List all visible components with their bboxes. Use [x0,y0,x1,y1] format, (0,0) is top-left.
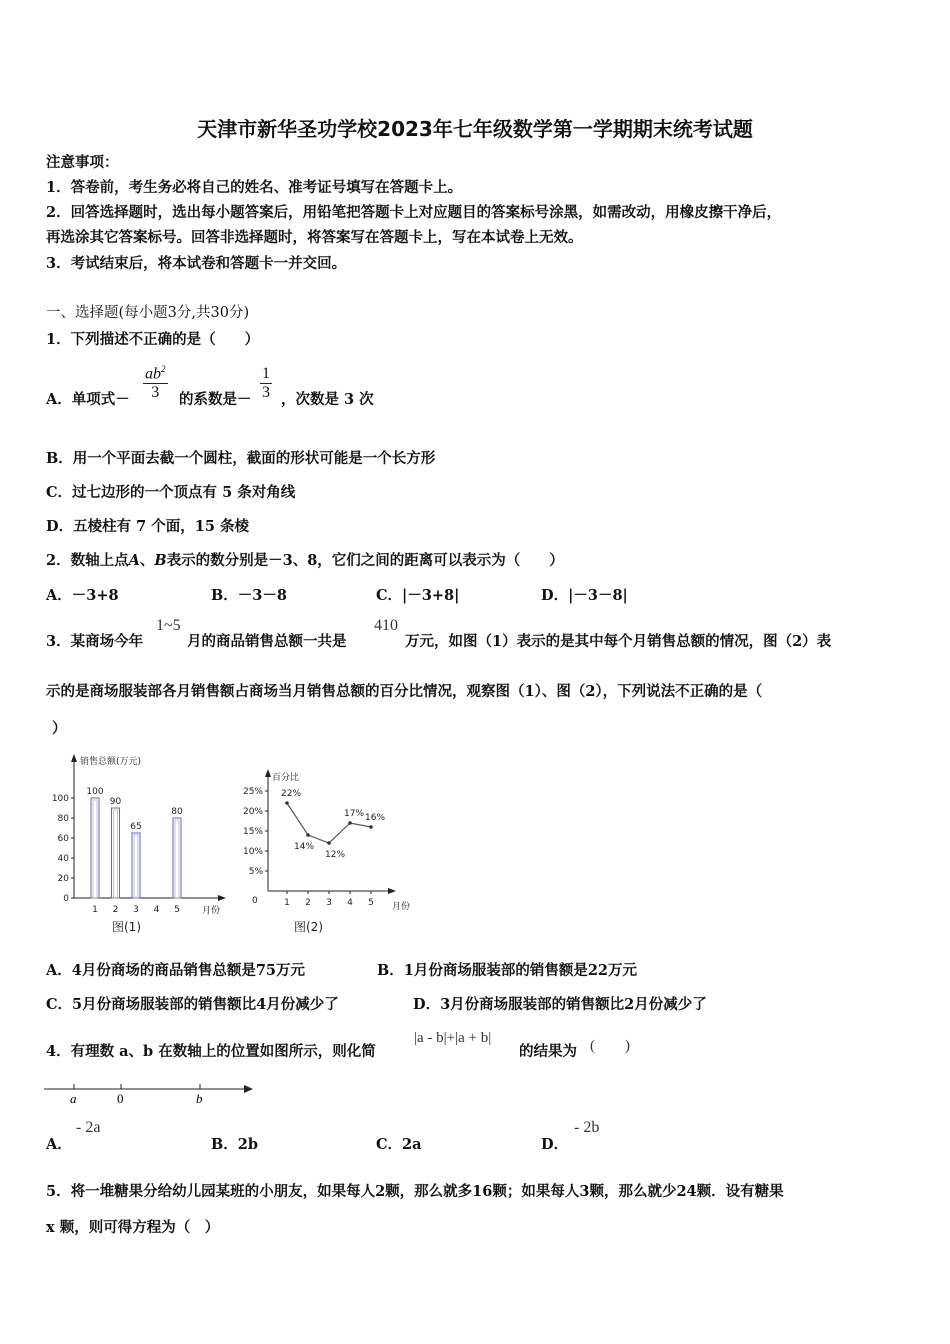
bar-chart-data-label: 100 [86,787,104,797]
q5-stem-line1: 5．将一堆糖果分给幼儿园某班的小朋友，如果每人2颗，那么就多16颗；如果每人3颗，那么就少24颗．设有糖果 [46,1183,784,1200]
q1-option-a-prefix: A．单项式－ [46,391,130,408]
number-line [44,1080,259,1106]
line-chart-point [306,833,310,837]
q2-option-c: C．|－3+8| [376,587,460,604]
line-chart [232,765,422,945]
notice-item: 3．考试结束后，将本试卷和答题卡一并交回。 [46,255,347,272]
q3-option-d: D．3月份商场服装部的销售额比2月份减少了 [413,996,707,1013]
line-chart-point [285,801,289,805]
label-zero: 0 [117,1091,124,1106]
bar-chart-data-label: 65 [130,822,142,832]
bar-chart-xlabel: 月份 [202,906,221,916]
q3-stem-part1: 3．某商场今年 [46,633,144,650]
line-chart-ytick-label: 5% [248,867,263,877]
q1-option-b: B．用一个平面去截一个圆柱，截面的形状可能是一个长方形 [46,450,436,467]
q4-option-d-label: D． [541,1136,569,1153]
line-chart-xtick-label: 4 [347,898,353,908]
line-chart-ytick-label: 25% [242,787,263,797]
q3-option-a: A．4月份商场的商品销售总额是75万元 [46,962,306,979]
q1-option-a-suffix: ，次数是 3 次 [281,391,374,408]
line-chart-xtick-label: 1 [284,898,290,908]
bar-chart-bar [91,798,99,898]
q3-stem-part2: 月的商品销售总额一共是 [187,633,347,650]
bar-chart-ytick-label: 80 [57,814,69,824]
bar-chart-ytick-label: 100 [52,794,69,804]
q4-option-a-label: A． [46,1136,72,1153]
bar-chart-ytick-label: 20 [57,874,69,884]
q2-option-a: A．－3+8 [46,587,119,604]
line-chart-data-label: 16% [365,813,386,823]
notice-heading: 注意事项： [46,154,119,171]
line-chart-point [348,821,352,825]
line-chart-xtick-label: 5 [368,898,374,908]
q4-stem: 4．有理数 a、b 在数轴上的位置如图所示，则化简 [46,1043,376,1060]
q1-coefficient-fraction: $\frac{1}{3}$ [262,365,270,401]
q3-option-c: C．5月份商场服装部的销售额比4月份减少了 [46,996,339,1013]
bar-chart-ytick-label: 0 [63,894,69,904]
bar-chart-title: 销售总额(万元) [80,757,142,767]
line-chart-data-label: 14% [294,842,315,852]
page-title: 天津市新华圣功学校2023年七年级数学第一学期期末统考试题 [197,117,753,141]
q4-option-a-value: - 2a [76,1119,101,1136]
q4-option-b: B．2b [211,1136,258,1153]
q2-stem: 2．数轴上点A、B表示的数分别是－3、8，它们之间的距离可以表示为（ ） [46,552,564,569]
q2-option-d: D．|－3－8| [541,587,628,604]
line-chart-ytick-label: 10% [242,847,263,857]
bar-chart-xtick-label: 2 [112,905,119,915]
line-chart-xtick-label: 2 [305,898,311,908]
bar-chart-xtick-label: 1 [92,905,98,915]
bar-chart-data-label: 90 [109,797,122,807]
bar-chart-data-label: 80 [171,807,183,817]
label-b: b [196,1091,203,1106]
bar-chart [52,750,232,940]
notice-item: 2．回答选择题时，选出每小题答案后，用铅笔把答题卡上对应题目的答案标号涂黑，如需改动，用橡皮擦干净后， [46,204,782,221]
q4-option-d-value: - 2b [574,1119,600,1136]
bar-chart-bar [112,808,120,898]
q3-stem-line2: 示的是商场服装部各月销售额占商场当月销售总额的百分比情况，观察图（1）、图（2），下列说法不正确的是（ [46,683,763,700]
q1-option-d: D．五棱柱有 7 个面，15 条棱 [46,518,249,535]
q4-expression: |a - b|+|a + b| [414,1030,492,1046]
line-chart-data-label: 22% [281,789,302,799]
bar-chart-xtick-label: 4 [153,905,160,915]
bar-chart-xtick-label: 5 [174,905,180,915]
line-chart-point [327,841,331,845]
line-chart-point [369,825,373,829]
line-chart-xtick-label: 3 [326,898,332,908]
bar-chart-bar [173,818,181,898]
line-chart-data-label: 17% [344,809,365,819]
line-chart-data-label: 12% [325,850,346,860]
bar-chart-xtick-label: 3 [133,905,139,915]
bar-chart-caption: 图(1) [112,920,141,934]
line-chart-xlabel: 月份 [392,902,411,912]
q1-stem: 1．下列描述不正确的是（ ） [46,331,260,348]
q3-stem-part3: 万元，如图（1）表示的是其中每个月销售总额的情况，图（2）表 [405,633,832,650]
q3-total: 410 [374,617,398,634]
q4-stem-rest: 的结果为 [519,1043,577,1060]
q4-option-c: C．2a [376,1136,422,1153]
section-heading: 一、选择题(每小题3分,共30分) [46,305,250,321]
bar-chart-ytick-label: 40 [57,854,69,864]
q4-paren: ( ) [590,1038,630,1054]
q1-option-a-mid: 的系数是－ [179,391,252,408]
q3-stem-line3: ） [52,720,67,737]
q5-stem-line2: x 颗，则可得方程为（ ） [46,1219,220,1236]
q1-option-c: C．过七边形的一个顶点有 5 条对角线 [46,484,296,501]
q2-option-b: B．－3－8 [211,587,287,604]
notice-item: 再选涂其它答案标号。回答非选择题时，将答案写在答题卡上，写在本试卷上无效。 [46,229,583,246]
label-a: a [70,1091,77,1106]
bar-chart-ytick-label: 60 [57,834,69,844]
line-chart-origin: 0 [252,896,258,906]
line-chart-ytick-label: 20% [242,807,263,817]
q3-months: 1~5 [156,617,181,634]
bar-chart-bar [132,833,140,898]
notice-item: 1．答卷前，考生务必将自己的姓名、准考证号填写在答题卡上。 [46,179,463,196]
line-chart-ytick-label: 15% [242,827,263,837]
q3-option-b: B．1月份商场服装部的销售额是22万元 [377,962,638,979]
line-chart-title: 百分比 [272,773,300,783]
q1-monomial-fraction: $\frac{ab^2}{3}$ [145,364,166,402]
line-chart-caption: 图(2) [294,920,323,934]
